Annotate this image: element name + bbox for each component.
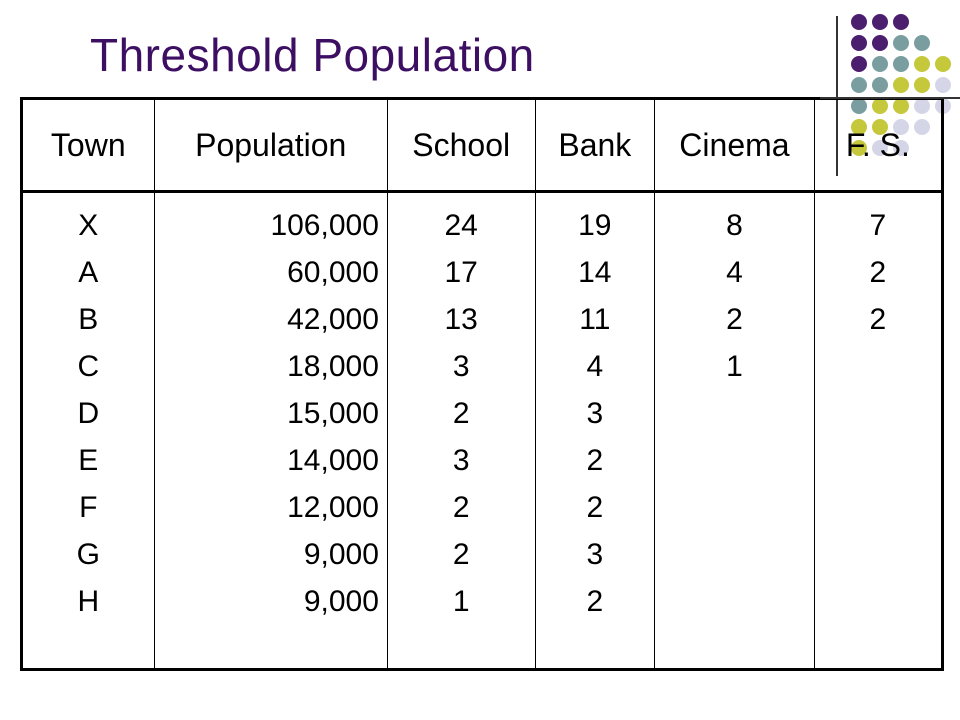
population-value: 12,000 [287, 491, 379, 524]
header-town: Town [22, 99, 155, 192]
bank-value: 3 [586, 397, 604, 430]
decorative-dot [872, 77, 888, 93]
decorative-dot [914, 77, 930, 93]
decorative-dot [914, 35, 930, 51]
cinema-value: 2 [726, 303, 743, 336]
threshold-table [20, 97, 944, 671]
town-list [23, 202, 154, 625]
bank-value: 4 [586, 350, 604, 383]
decorative-horizontal-line [820, 97, 960, 99]
school-value: 2 [452, 538, 470, 571]
fs-value: 2 [869, 256, 887, 289]
decorative-dot [893, 56, 909, 72]
population-value: 42,000 [287, 303, 379, 336]
population-list [155, 202, 379, 625]
data-row [22, 192, 943, 670]
bank-value: 2 [586, 585, 604, 618]
decorative-dot [851, 77, 867, 93]
decorative-dot [893, 35, 909, 51]
decorative-dot [851, 35, 867, 51]
population-value: 15,000 [287, 397, 379, 430]
population-value: 106,000 [270, 209, 379, 242]
bank-list [536, 202, 655, 625]
bank-cell [535, 192, 655, 670]
town-value: H [77, 585, 100, 618]
cinema-value: 4 [726, 256, 743, 289]
town-value: G [76, 538, 100, 571]
school-value: 3 [452, 350, 470, 383]
decorative-dot [893, 77, 909, 93]
decorative-dot [935, 56, 951, 72]
decorative-dot [872, 14, 888, 30]
decorative-dot [851, 14, 867, 30]
decorative-dot [851, 56, 867, 72]
population-value: 14,000 [287, 444, 379, 477]
town-value: E [78, 444, 99, 477]
school-cell [387, 192, 535, 670]
population-value: 18,000 [287, 350, 379, 383]
town-value: F [79, 491, 98, 524]
decorative-dot [935, 77, 951, 93]
school-value: 2 [452, 397, 470, 430]
bank-value: 3 [586, 538, 604, 571]
population-value: 9,000 [303, 585, 379, 618]
decorative-dot [872, 35, 888, 51]
school-list [388, 202, 535, 625]
population-value: 9,000 [303, 538, 379, 571]
population-cell [154, 192, 387, 670]
cinema-cell [655, 192, 815, 670]
header-fs: F. S. [814, 99, 942, 192]
school-value: 17 [444, 256, 478, 289]
header-cinema: Cinema [655, 99, 815, 192]
town-value: D [77, 397, 100, 430]
school-value: 2 [452, 491, 470, 524]
population-value: 60,000 [287, 256, 379, 289]
school-value: 3 [452, 444, 470, 477]
header-row [22, 99, 943, 192]
cinema-value: 8 [726, 209, 743, 242]
fs-value: 7 [869, 209, 887, 242]
decorative-dot [914, 56, 930, 72]
town-value: A [78, 256, 99, 289]
header-bank: Bank [535, 99, 655, 192]
slide-title: Threshold Population [90, 29, 535, 81]
decorative-dot [893, 14, 909, 30]
school-value: 13 [444, 303, 478, 336]
bank-value: 2 [586, 491, 604, 524]
bank-value: 2 [586, 444, 604, 477]
bank-value: 19 [578, 209, 612, 242]
fs-list [815, 202, 941, 343]
cinema-list [655, 202, 814, 390]
header-school: School [387, 99, 535, 192]
bank-value: 14 [578, 256, 612, 289]
decorative-dot [872, 56, 888, 72]
school-value: 24 [444, 209, 478, 242]
town-value: C [77, 350, 100, 383]
bank-value: 11 [579, 303, 611, 336]
header-population: Population [154, 99, 387, 192]
fs-value: 2 [869, 303, 887, 336]
town-value: X [78, 209, 99, 242]
town-value: B [78, 303, 99, 336]
fs-cell [814, 192, 942, 670]
school-value: 1 [452, 585, 470, 618]
cinema-value: 1 [726, 350, 743, 383]
town-cell [22, 192, 155, 670]
